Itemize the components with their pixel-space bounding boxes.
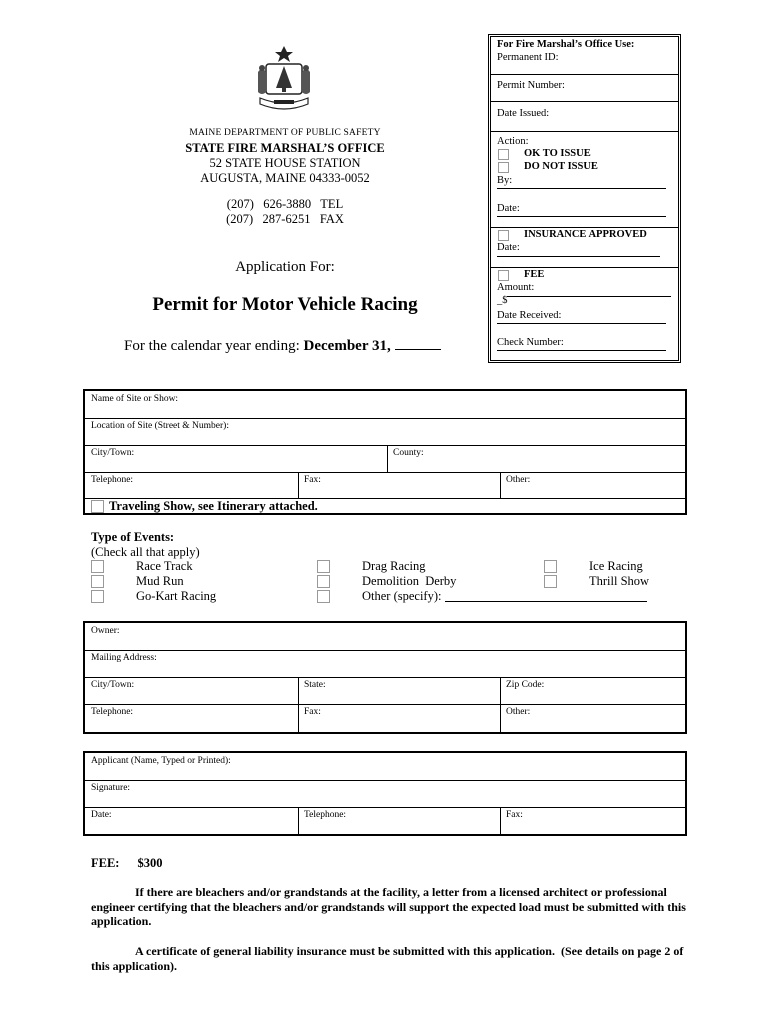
address-line-1: 52 STATE HOUSE STATION [209,156,361,170]
insurance-note-text: A certificate of general liability insurance must be submitted with this application. (See details on page 2 of this application). [91,944,687,973]
ice-racing-checkbox[interactable] [544,560,557,573]
thrill-show-checkbox[interactable] [544,575,557,588]
ok-to-issue-checkbox[interactable] [498,149,509,160]
calendar-date: December 31, [303,338,391,354]
do-not-issue-checkbox[interactable] [498,162,509,173]
do-not-issue-label: DO NOT ISSUE [524,161,598,172]
calendar-year-line [124,337,441,355]
permanent-id-label: Permanent ID: [497,52,559,63]
insurance-date-label: Date: [497,242,520,253]
fee-label: FEE: [91,856,120,870]
action-date-label: Date: [497,203,520,214]
owner-mailing-field[interactable]: Mailing Address: [91,653,157,663]
calendar-prefix: For the calendar year ending: [124,338,304,354]
date-received-line[interactable] [497,323,666,324]
permit-title: Permit for Motor Vehicle Racing [152,294,418,315]
owner-info-table [83,621,687,734]
by-line[interactable] [497,188,666,189]
office-use-box [488,34,681,363]
other-event-checkbox[interactable] [317,590,330,603]
applicant-info-table [83,751,687,836]
fax-number: (207) 287-6251 FAX [226,212,344,226]
other-specify-line[interactable] [445,601,647,602]
events-title: Type of Events: [91,530,175,544]
date-issued-label: Date Issued: [497,108,550,119]
fee-checkbox[interactable] [498,270,509,281]
owner-city-field[interactable]: City/Town: [91,680,135,690]
site-city-field[interactable]: City/Town: [91,448,135,458]
go-kart-label: Go-Kart Racing [136,589,217,603]
fee-office-label: FEE [524,269,545,280]
demolition-derby-checkbox[interactable] [317,575,330,588]
site-telephone-field[interactable]: Telephone: [91,475,134,485]
action-date-line[interactable] [497,216,666,217]
insurance-approved-label: INSURANCE APPROVED [524,229,647,240]
owner-state-field[interactable]: State: [304,680,326,690]
race-track-checkbox[interactable] [91,560,104,573]
owner-field[interactable]: Owner: [91,626,120,636]
department-name: MAINE DEPARTMENT OF PUBLIC SAFETY [189,128,381,138]
date-received-label: Date Received: [497,310,562,321]
site-info-table [83,389,687,515]
bleachers-note-text: If there are bleachers and/or grandstands at the facility, a letter from a licensed architect or professional engineer certifying that the bleachers and/or grandstands will support the expected load must be submitted with this application. [91,885,686,928]
check-number-line[interactable] [497,350,666,351]
calendar-year-blank[interactable] [395,337,441,350]
applicant-fax-field[interactable]: Fax: [506,810,523,820]
by-label: By: [497,175,513,186]
owner-fax-field[interactable]: Fax: [304,707,321,717]
amount-line[interactable] [507,296,671,297]
other-event-label: Other (specify): [362,589,442,603]
amount-label: Amount: [497,282,535,293]
site-other-field[interactable]: Other: [506,475,531,485]
applicant-telephone-field[interactable]: Telephone: [304,810,347,820]
insurance-date-line[interactable] [497,256,660,257]
applicant-signature-field[interactable]: Signature: [91,783,131,793]
drag-racing-checkbox[interactable] [317,560,330,573]
insurance-approved-checkbox[interactable] [498,230,509,241]
permit-number-label: Permit Number: [497,80,565,91]
owner-telephone-field[interactable]: Telephone: [91,707,134,717]
mud-run-label: Mud Run [136,574,184,588]
address-line-2: AUGUSTA, MAINE 04333-0052 [200,171,370,185]
applicant-name-field[interactable]: Applicant (Name, Typed or Printed): [91,756,231,766]
race-track-label: Race Track [136,559,193,573]
owner-zip-field[interactable]: Zip Code: [506,680,545,690]
insurance-note [91,944,691,973]
go-kart-checkbox[interactable] [91,590,104,603]
site-name-field[interactable]: Name of Site or Show: [91,394,179,404]
site-county-field[interactable]: County: [393,448,424,458]
fee-line [91,856,162,871]
drag-racing-label: Drag Racing [362,559,426,573]
check-number-label: Check Number: [497,337,564,348]
owner-other-field[interactable]: Other: [506,707,531,717]
amount-dollar: _$ [497,295,508,306]
ice-racing-label: Ice Racing [589,559,643,573]
mud-run-checkbox[interactable] [91,575,104,588]
fee-amount: $300 [137,856,163,870]
office-use-title: For Fire Marshal’s Office Use: [497,39,635,50]
applicant-date-field[interactable]: Date: [91,810,112,820]
traveling-show-checkbox[interactable] [91,500,104,513]
action-label: Action: [497,136,529,147]
demolition-derby-label: Demolition Derby [362,574,457,588]
application-for-label: Application For: [235,259,335,275]
events-subtitle: (Check all that apply) [91,545,200,559]
bleachers-note [91,885,691,929]
state-seal-icon [252,44,316,112]
telephone-number: (207) 626-3880 TEL [226,197,344,211]
site-location-field[interactable]: Location of Site (Street & Number): [91,421,229,431]
traveling-show-label: Traveling Show, see Itinerary attached. [109,499,318,513]
thrill-show-label: Thrill Show [589,574,650,588]
office-name: STATE FIRE MARSHAL’S OFFICE [185,141,385,155]
ok-to-issue-label: OK TO ISSUE [524,148,591,159]
site-fax-field[interactable]: Fax: [304,475,321,485]
